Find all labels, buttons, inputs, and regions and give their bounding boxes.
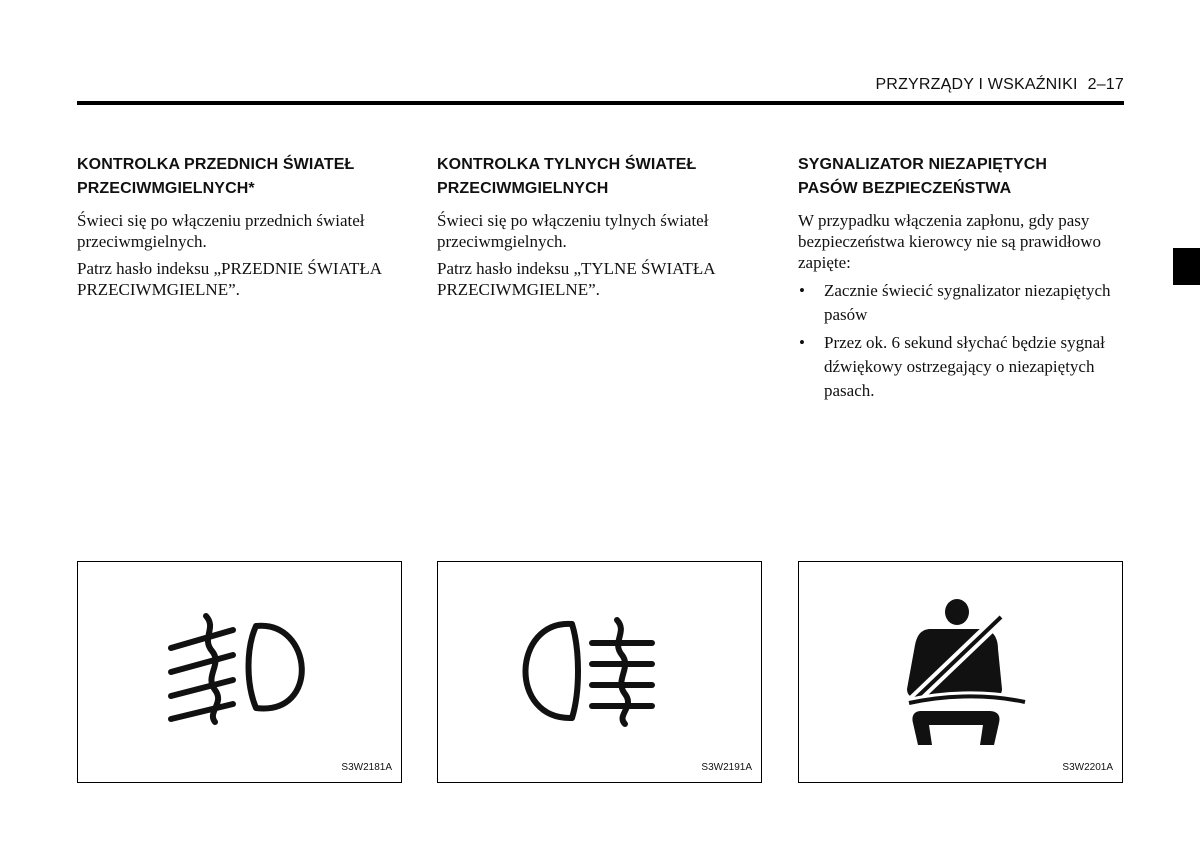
figure-code: S3W2181A [341,762,392,773]
page-number: 2–17 [1087,76,1124,93]
section-title: PRZYRZĄDY I WSKAŹNIKI [875,76,1078,93]
body-paragraph: Świeci się po włączeniu przednich świateł przeciwmgielnych. [77,211,365,251]
figure-code: S3W2191A [701,762,752,773]
heading-line: SYGNALIZATOR NIEZAPIĘTYCH [798,156,1048,173]
heading-line: PRZECIWMGIELNYCH [437,180,609,197]
column-seatbelt [798,153,1126,407]
rear-fog-heading [437,153,765,201]
list-item [798,331,1126,403]
page-header [875,76,1124,94]
bullet-list [798,279,1126,403]
front-fog-heading [77,153,405,201]
heading-line: PRZECIWMGIELNYCH* [77,180,255,197]
bullet-marker: • [799,281,805,300]
list-item-text: Zacznie świecić sygnalizator niezapiętych pasów [824,281,1111,324]
heading-line: KONTROLKA TYLNYCH ŚWIATEŁ [437,156,697,173]
figure-code: S3W2201A [1062,762,1113,773]
seatbelt-warning-icon [901,599,1031,749]
figure-front-fog [77,561,402,783]
section-tab-marker [1173,248,1200,285]
reference-paragraph: Patrz hasło indeksu „TYLNE ŚWIATŁA PRZECIWMGIELNE”. [437,259,715,299]
rear-fog-light-icon [514,614,664,729]
body-paragraph: W przypadku włączenia zapłonu, gdy pasy bezpieczeństwa kierowcy nie są prawidłowo zapięte: [798,211,1102,272]
list-item [798,279,1126,327]
front-fog-light-icon [163,604,313,729]
figure-rear-fog [437,561,762,783]
heading-line: KONTROLKA PRZEDNICH ŚWIATEŁ [77,156,355,173]
bullet-marker: • [799,333,805,352]
figure-seatbelt [798,561,1123,783]
column-front-fog [77,153,405,306]
header-rule [77,101,1124,105]
seatbelt-heading [798,153,1126,201]
column-rear-fog [437,153,765,306]
body-paragraph: Świeci się po włączeniu tylnych świateł przeciwmgielnych. [437,211,709,251]
list-item-text: Przez ok. 6 sekund słychać będzie sygnał dźwiękowy ostrzegający o niezapiętych pasach. [824,333,1105,400]
reference-paragraph: Patrz hasło indeksu „PRZEDNIE ŚWIATŁA PRZECIWMGIELNE”. [77,259,382,299]
heading-line: PASÓW BEZPIECZEŃSTWA [798,180,1012,197]
